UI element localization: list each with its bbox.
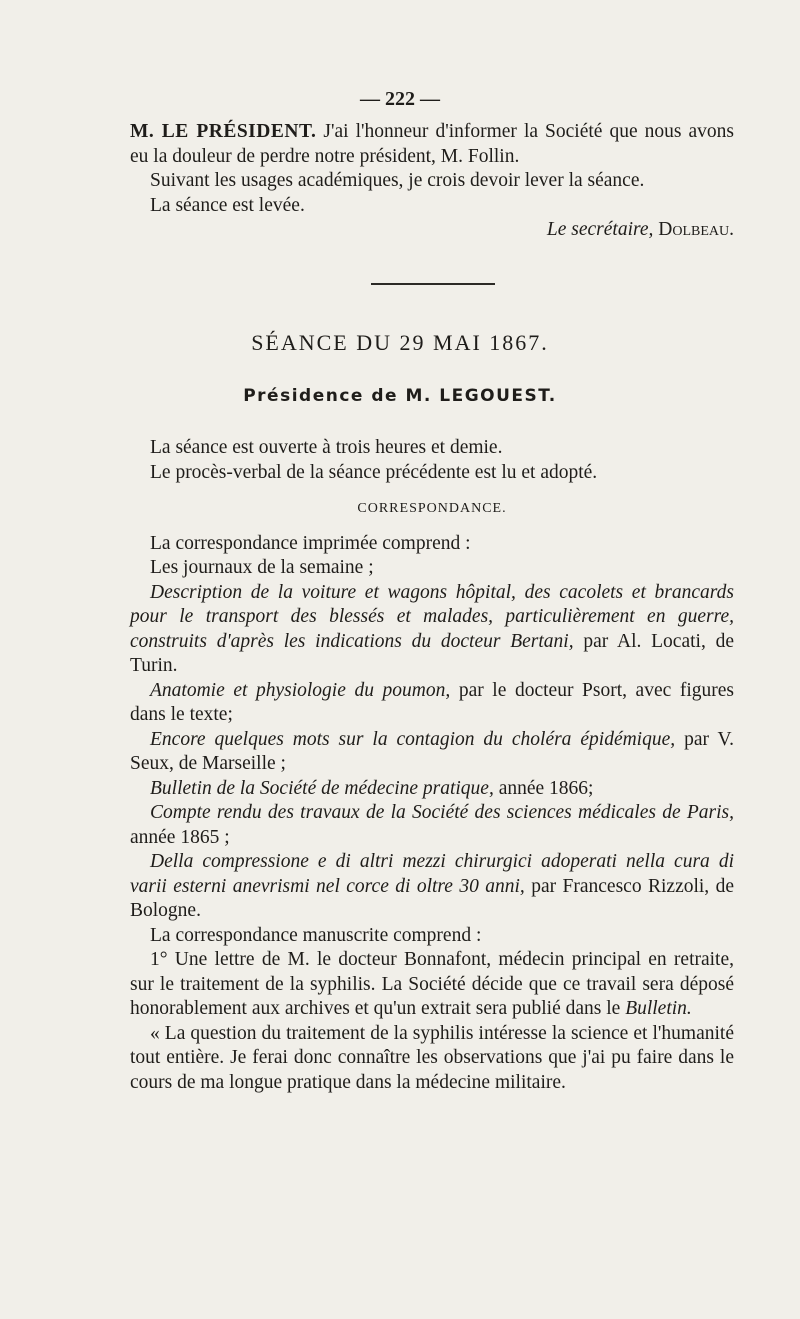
item2-author: par le docteur Psort, avec figures dans le texte; bbox=[130, 679, 735, 725]
speaker-label: M. LE PRÉSIDENT. bbox=[130, 121, 317, 142]
printed-item-6 bbox=[130, 850, 734, 924]
secretary-name: Dolbeau. bbox=[653, 219, 734, 240]
printed-item-2 bbox=[130, 679, 734, 728]
bulletin-word: Bulletin. bbox=[625, 998, 692, 1019]
item6-title: Della compressione e di altri mezzi chirurgici adoperati nella cura di varii esterni anevrismi nel corce di oltre 30 anni, bbox=[130, 851, 734, 897]
printed-item-4 bbox=[130, 777, 734, 802]
manuscript-item-1 bbox=[130, 948, 734, 1022]
quote-paragraph: « La question du traitement de la syphilis intéresse la science et l'humanité tout entière. Je ferai donc connaître les observations que j'ai pu faire dans le cours de ma longue pratique dans la médecine militaire. bbox=[130, 1022, 734, 1093]
manuscript-intro: La correspondance manuscrite comprend : bbox=[150, 924, 482, 946]
printed-item-3 bbox=[130, 728, 734, 777]
opening-line-1: La séance est ouverte à trois heures et demie. bbox=[150, 437, 503, 458]
secretary-signature bbox=[130, 218, 734, 243]
presidence-line: Présidence de M. LEGOUEST. bbox=[243, 386, 557, 406]
opening-line-2: Le procès-verbal de la séance précédente est lu et adopté. bbox=[150, 461, 598, 483]
journaux-line: Les journaux de la semaine ; bbox=[150, 557, 374, 578]
secretary-role: Le secrétaire, bbox=[546, 219, 654, 240]
correspondance-title: CORRESPONDANCE. bbox=[357, 501, 507, 516]
usage-line: Suivant les usages académiques, je crois devoir lever la séance. bbox=[150, 170, 645, 191]
item5-author: année 1865 ; bbox=[130, 826, 230, 848]
item1-title: Description de la voiture et wagons hôpital, des cacolets et brancards pour le transport des blessés et malades, particulièrement en guerre, construits d'après les indications du docteur Bertani, bbox=[130, 581, 734, 652]
section-divider bbox=[371, 283, 495, 285]
manuscript-item1-text: 1° Une lettre de M. le docteur Bonnafont, médecin principal en retraite, sur le traitement de la syphilis. La Société décide que ce travail sera déposé honorablement aux archives et qu'un extrait sera publié dans le bbox=[130, 949, 734, 1019]
item1-author: par Al. Locati, de Turin. bbox=[130, 630, 735, 676]
item5-title: Compte rendu des travaux de la Société des sciences médicales de Paris, bbox=[150, 802, 734, 823]
session-heading: SÉANCE DU 29 MAI 1867. bbox=[251, 330, 549, 355]
item6-author: par Francesco Rizzoli, de Bologne. bbox=[130, 875, 734, 921]
item4-title: Bulletin de la Société de médecine pratique, bbox=[150, 777, 494, 799]
item2-title: Anatomie et physiologie du poumon, bbox=[150, 679, 451, 701]
seance-levee-line: La séance est levée. bbox=[150, 194, 305, 216]
president-paragraph bbox=[130, 120, 734, 169]
item3-author: par V. Seux, de Marseille ; bbox=[130, 728, 734, 774]
printed-intro: La correspondance imprimée comprend : bbox=[150, 532, 471, 554]
printed-item-1 bbox=[130, 581, 734, 679]
printed-item-5 bbox=[130, 801, 734, 850]
president-announcement bbox=[130, 120, 734, 243]
page-number: — 222 — bbox=[360, 88, 440, 110]
item3-title: Encore quelques mots sur la contagion du choléra épidémique, bbox=[150, 728, 676, 750]
session-body bbox=[130, 436, 734, 1095]
president-speech: J'ai l'honneur d'informer la Société que nous avons eu la douleur de perdre notre président, M. Follin. bbox=[130, 121, 734, 167]
item4-author: année 1866; bbox=[493, 777, 594, 799]
